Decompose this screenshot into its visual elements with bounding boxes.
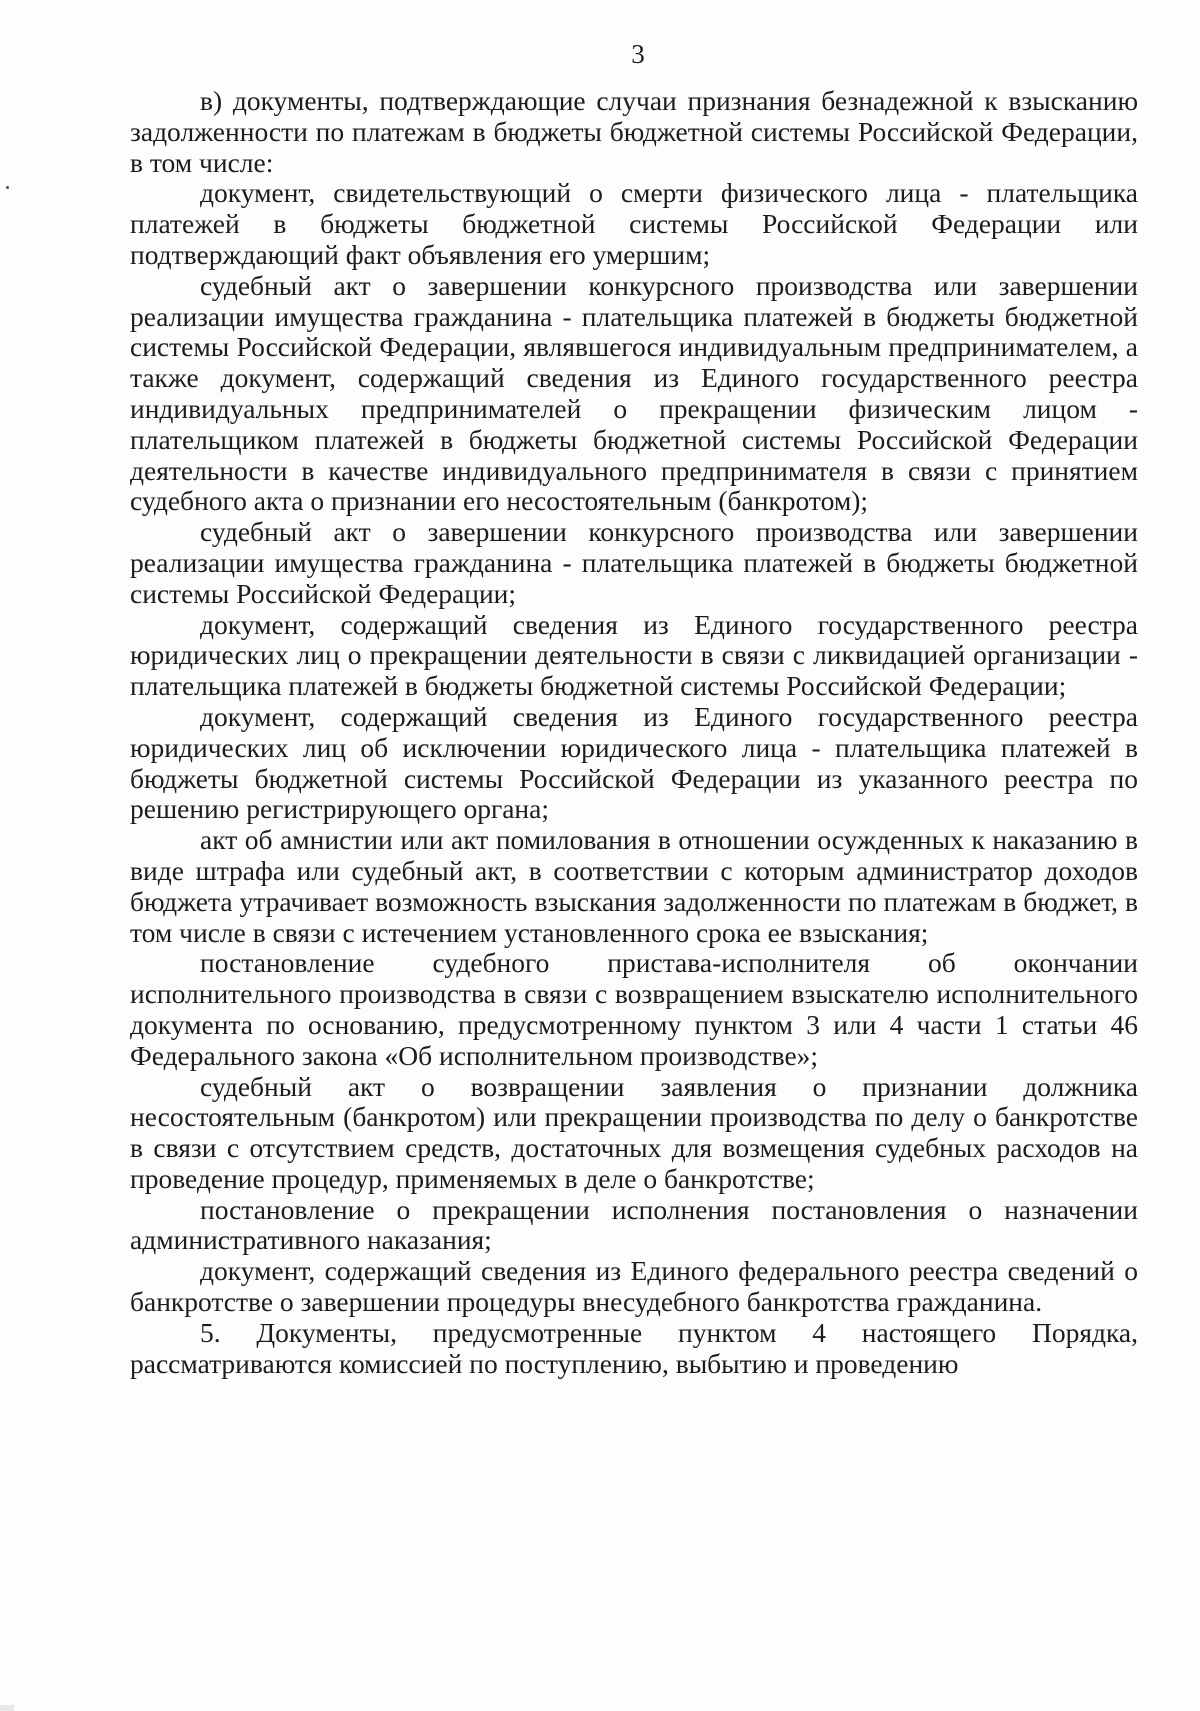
paragraph-item-5: 5. Документы, предусмотренные пунктом 4 настоящего Порядка, рассматриваются комиссией по поступлению, выбытию и проведению bbox=[130, 1316, 1138, 1379]
page-number: 3 bbox=[631, 39, 645, 69]
paragraph-bankruptcy-entrepreneur: судебный акт о завершении конкурсного производства или завершении реализации имущества гражданина - плательщика платежей в бюджеты бюджетной системы Российской Федерации, являвшегося индивидуальным предпринимателем, а также документ, содержащий сведения из Единого государственного реестра индивидуальных предпринимателей о прекращении физическим лицом - плательщиком платежей в бюджеты бюджетной системы Российской Федерации деятельности в качестве индивидуального предпринимателя в связи с принятием судебного акта о признании его несостоятельным (банкротом); bbox=[130, 269, 1138, 517]
paragraph-amnesty: акт об амнистии или акт помилования в отношении осужденных к наказанию в виде штрафа или судебный акт, в соответствии с которым администратор доходов бюджета утрачивает возможность взыскания задолженности по платежам в бюджет, в том числе в связи с истечением установленного срока ее взыскания; bbox=[130, 824, 1138, 948]
paragraph-liquidation: документ, содержащий сведения из Единого государственного реестра юридических лиц о прекращении деятельности в связи с ликвидацией организации - плательщика платежей в бюджеты бюджетной системы Российской Федерации; bbox=[130, 608, 1138, 702]
paragraph-death-certificate: документ, свидетельствующий о смерти физического лица - плательщика платежей в бюджеты бюджетной системы Российской Федерации или подтверждающий факт объявления его умершим; bbox=[130, 177, 1138, 270]
scan-edge bbox=[0, 1705, 14, 1711]
paragraph-v-intro: в) документы, подтверждающие случаи признания безнадежной к взысканию задолженности по платежам в бюджеты бюджетной системы Российской Федерации, в том числе: bbox=[130, 85, 1138, 178]
paragraph-bailiff-resolution: постановление судебного пристава-исполнителя об окончании исполнительного производства в связи с возвращением взыскателю исполнительного документа по основанию, предусмотренному пунктом 3 или 4 части 1 статьи 46 Федерального закона «Об исполнительном производстве»; bbox=[130, 947, 1138, 1071]
scan-speck bbox=[6, 186, 9, 189]
paragraph-extrajudicial-bankruptcy: документ, содержащий сведения из Единого федерального реестра сведений о банкротстве о завершении процедуры внесудебного банкротства гражданина. bbox=[130, 1255, 1138, 1318]
paragraph-exclusion-from-registry: документ, содержащий сведения из Единого государственного реестра юридических лиц об исключении юридического лица - плательщика платежей в бюджеты бюджетной системы Российской Федерации из указанного реестра по решению регистрирующего органа; bbox=[130, 700, 1138, 825]
document-body bbox=[130, 86, 1138, 1379]
paragraph-bankruptcy-citizen: судебный акт о завершении конкурсного производства или завершении реализации имущества гражданина - плательщика платежей в бюджеты бюджетной системы Российской Федерации; bbox=[130, 516, 1138, 609]
paragraph-return-of-application: судебный акт о возвращении заявления о признании должника несостоятельным (банкротом) или прекращении производства по делу о банкротстве в связи с отсутствием средств, достаточных для возмещения судебных расходов на проведение процедур, применяемых в деле о банкротстве; bbox=[130, 1070, 1138, 1194]
paragraph-termination-of-penalty: постановление о прекращении исполнения постановления о назначении административного наказания; bbox=[130, 1193, 1138, 1256]
